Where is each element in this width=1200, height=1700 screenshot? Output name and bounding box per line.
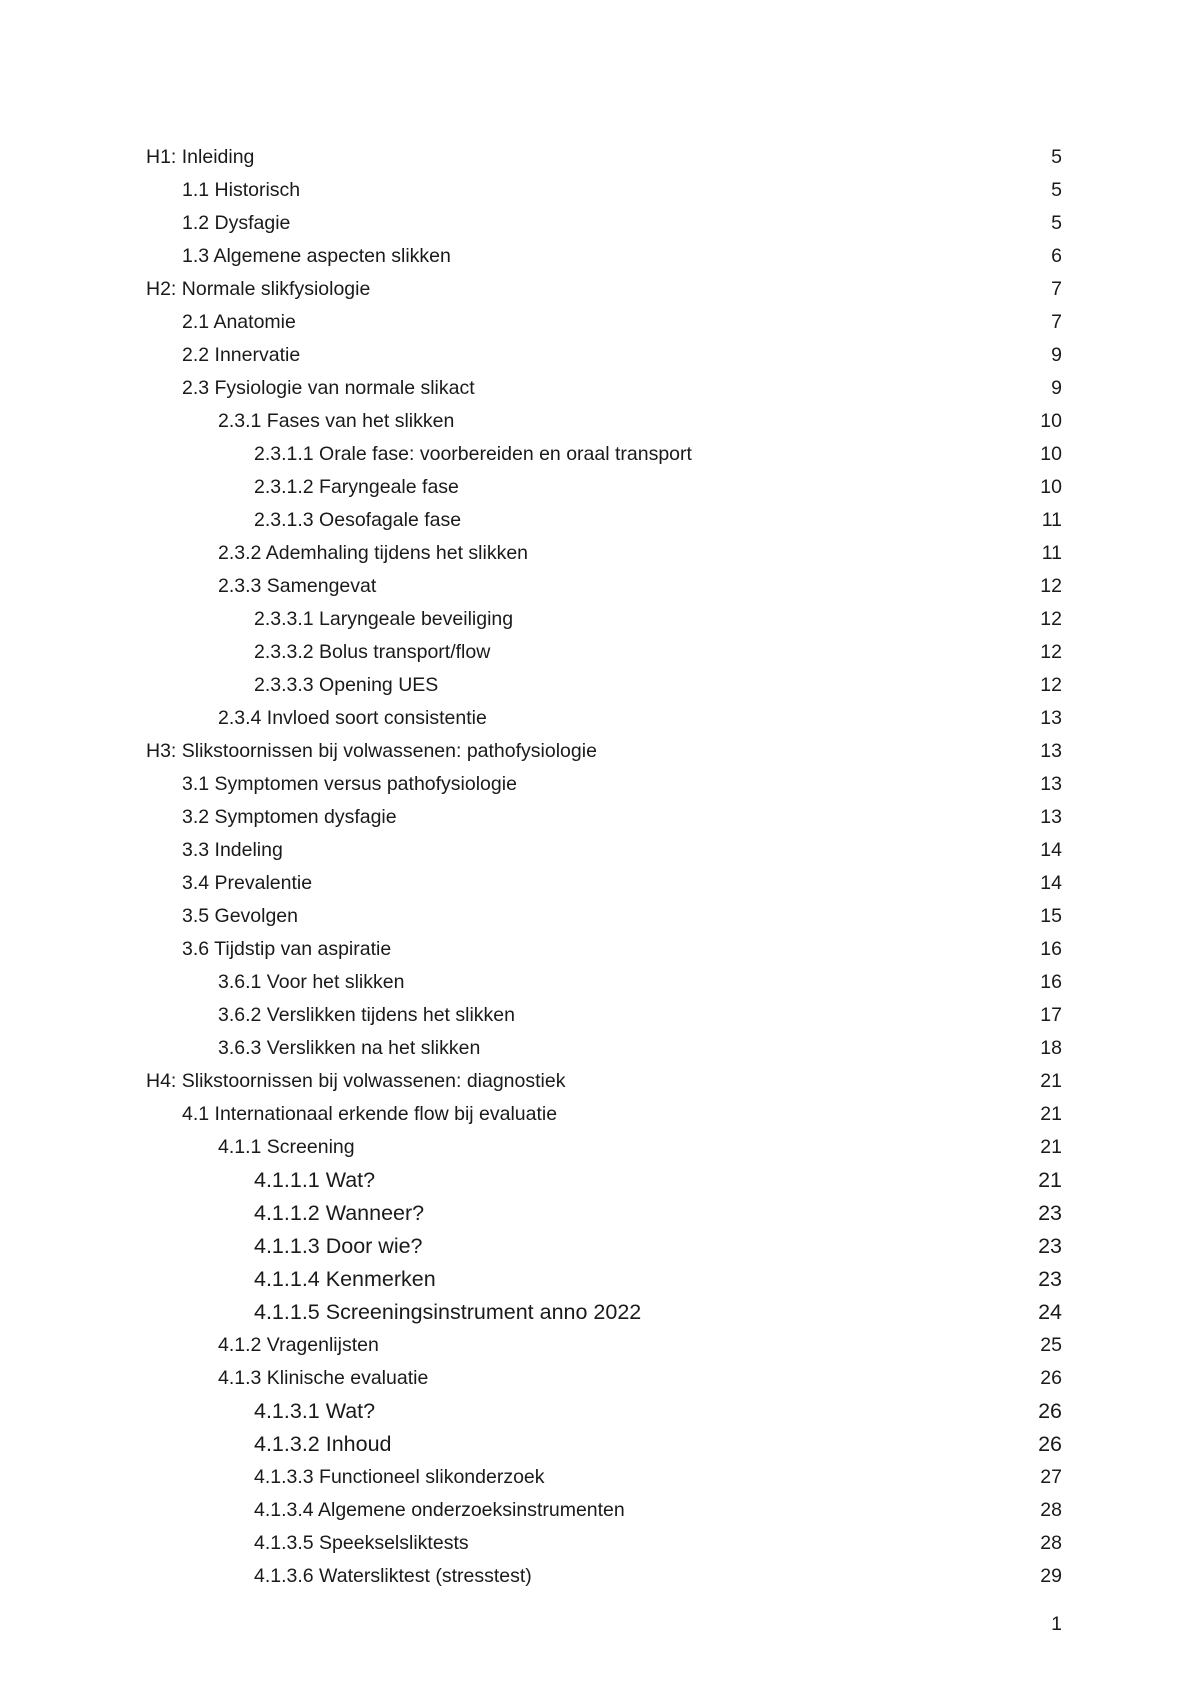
toc-entry[interactable]: [146, 735, 1062, 768]
toc-entry-label[interactable]: 4.1.3.5 Speekselsliktests: [254, 1532, 469, 1554]
toc-entry[interactable]: [146, 669, 1062, 702]
toc-entry-page: 26: [1038, 1399, 1062, 1423]
toc-entry[interactable]: [146, 1560, 1062, 1593]
toc-entry-label[interactable]: H4: Slikstoornissen bij volwassenen: diagnostiek: [146, 1070, 566, 1092]
toc-entry-label[interactable]: H2: Normale slikfysiologie: [146, 278, 371, 300]
toc-entry-page: 28: [1040, 1532, 1062, 1554]
toc-entry[interactable]: [146, 1230, 1062, 1263]
toc-entry-label[interactable]: 4.1.3.2 Inhoud: [254, 1432, 392, 1456]
toc-entry-page: 26: [1038, 1432, 1062, 1456]
toc-entry[interactable]: [146, 768, 1062, 801]
toc-entry-page: 9: [1051, 344, 1062, 366]
toc-entry[interactable]: [146, 603, 1062, 636]
toc-entry[interactable]: [146, 273, 1062, 306]
toc-entry[interactable]: [146, 900, 1062, 933]
toc-entry[interactable]: [146, 306, 1062, 339]
toc-entry[interactable]: [146, 636, 1062, 669]
toc-entry-label[interactable]: 3.6 Tijdstip van aspiratie: [182, 938, 392, 960]
toc-entry[interactable]: [146, 1263, 1062, 1296]
toc-entry-page: 27: [1040, 1466, 1062, 1488]
toc-entry[interactable]: [146, 174, 1062, 207]
toc-entry-label[interactable]: 4.1 Internationaal erkende flow bij evaluatie: [182, 1103, 558, 1125]
toc-entry[interactable]: [146, 1131, 1062, 1164]
toc-entry-label[interactable]: 4.1.1.5 Screeningsinstrument anno 2022: [254, 1300, 642, 1324]
toc-entry-page: 23: [1038, 1267, 1062, 1291]
toc-entry-label[interactable]: 3.5 Gevolgen: [182, 905, 299, 927]
toc-entry[interactable]: [146, 1197, 1062, 1230]
toc-entry-label[interactable]: 4.1.3.4 Algemene onderzoeksinstrumenten: [254, 1499, 625, 1521]
toc-entry-page: 15: [1040, 905, 1062, 927]
toc-entry[interactable]: [146, 834, 1062, 867]
toc-entry-label[interactable]: 2.3.1 Fases van het slikken: [218, 410, 455, 432]
toc-entry[interactable]: [146, 1065, 1062, 1098]
toc-entry-page: 14: [1040, 872, 1062, 894]
toc-entry-page: 12: [1040, 674, 1062, 696]
toc-entry-label[interactable]: 2.3.1.2 Faryngeale fase: [254, 476, 459, 498]
toc-entry-label[interactable]: 4.1.3.3 Functioneel slikonderzoek: [254, 1466, 545, 1488]
table-of-contents: [146, 141, 1062, 1593]
toc-entry-page: 13: [1040, 773, 1062, 795]
toc-entry-page: 6: [1051, 245, 1062, 267]
toc-entry-label[interactable]: 4.1.1.4 Kenmerken: [254, 1267, 436, 1291]
toc-entry[interactable]: [146, 1428, 1062, 1461]
toc-entry-page: 11: [1041, 542, 1062, 564]
toc-entry[interactable]: [146, 1296, 1062, 1329]
toc-entry-label[interactable]: 2.3.1.1 Orale fase: voorbereiden en oraal transport: [254, 443, 692, 465]
toc-entry-label[interactable]: 3.3 Indeling: [182, 839, 283, 861]
toc-entry-label[interactable]: 2.3.4 Invloed soort consistentie: [218, 707, 487, 729]
toc-entry-page: 16: [1040, 938, 1062, 960]
toc-entry-label[interactable]: 2.3 Fysiologie van normale slikact: [182, 377, 475, 399]
toc-entry-page: 18: [1040, 1037, 1062, 1059]
toc-entry-page: 7: [1051, 311, 1062, 333]
toc-entry-page: 14: [1040, 839, 1062, 861]
toc-entry-label[interactable]: 4.1.3 Klinische evaluatie: [218, 1367, 429, 1389]
toc-entry-label[interactable]: 2.3.3.3 Opening UES: [254, 674, 439, 696]
toc-entry-label[interactable]: 4.1.2 Vragenlijsten: [218, 1334, 379, 1356]
toc-entry-page: 25: [1040, 1334, 1062, 1356]
toc-entry-page: 10: [1040, 443, 1062, 465]
toc-entry[interactable]: [146, 438, 1062, 471]
toc-entry-label[interactable]: 4.1.1.2 Wanneer?: [254, 1201, 425, 1225]
toc-entry[interactable]: [146, 537, 1062, 570]
toc-entry[interactable]: [146, 1395, 1062, 1428]
toc-entry-label[interactable]: 4.1.1 Screening: [218, 1136, 355, 1158]
toc-entry[interactable]: [146, 372, 1062, 405]
toc-entry-label[interactable]: 3.6.2 Verslikken tijdens het slikken: [218, 1004, 515, 1026]
toc-entry-page: 9: [1051, 377, 1062, 399]
toc-entry[interactable]: [146, 1461, 1062, 1494]
toc-entry-page: 10: [1040, 410, 1062, 432]
toc-entry[interactable]: [146, 570, 1062, 603]
toc-entry-label[interactable]: 2.1 Anatomie: [182, 311, 296, 333]
toc-entry-page: 7: [1051, 278, 1062, 300]
toc-entry-label[interactable]: 4.1.3.6 Watersliktest (stresstest): [254, 1565, 532, 1587]
toc-entry-page: 16: [1040, 971, 1062, 993]
toc-entry[interactable]: [146, 867, 1062, 900]
toc-entry[interactable]: [146, 1329, 1062, 1362]
toc-entry-label[interactable]: 2.3.3.2 Bolus transport/flow: [254, 641, 491, 663]
toc-entry-page: 26: [1040, 1367, 1062, 1389]
toc-entry[interactable]: [146, 1527, 1062, 1560]
toc-entry[interactable]: [146, 933, 1062, 966]
toc-entry[interactable]: [146, 339, 1062, 372]
toc-entry-page: 13: [1040, 707, 1062, 729]
toc-entry-label[interactable]: H1: Inleiding: [146, 146, 255, 168]
toc-entry-page: 10: [1040, 476, 1062, 498]
page-number: 1: [1051, 1613, 1062, 1635]
toc-entry-label[interactable]: 2.3.1.3 Oesofagale fase: [254, 509, 462, 531]
toc-entry-page: 17: [1040, 1004, 1062, 1026]
toc-entry-page: 12: [1040, 575, 1062, 597]
toc-entry-label[interactable]: 3.4 Prevalentie: [182, 872, 313, 894]
toc-entry[interactable]: [146, 801, 1062, 834]
toc-entry-page: 11: [1041, 509, 1062, 531]
toc-entry-page: 12: [1040, 608, 1062, 630]
toc-entry-label[interactable]: 2.3.3.1 Laryngeale beveiliging: [254, 608, 514, 630]
toc-entry-label[interactable]: 1.3 Algemene aspecten slikken: [182, 245, 451, 267]
toc-entry-page: 5: [1051, 179, 1062, 201]
toc-entry-label[interactable]: 1.2 Dysfagie: [182, 212, 291, 234]
toc-entry-label[interactable]: 3.1 Symptomen versus pathofysiologie: [182, 773, 517, 795]
toc-entry[interactable]: [146, 999, 1062, 1032]
toc-entry[interactable]: [146, 966, 1062, 999]
toc-entry[interactable]: [146, 240, 1062, 273]
toc-entry-page: 5: [1051, 146, 1062, 168]
toc-entry-page: 13: [1040, 740, 1062, 762]
toc-entry-page: 24: [1038, 1300, 1062, 1324]
toc-entry[interactable]: [146, 702, 1062, 735]
toc-entry-page: 28: [1040, 1499, 1062, 1521]
toc-entry-page: 5: [1051, 212, 1062, 234]
toc-entry-page: 21: [1040, 1103, 1062, 1125]
toc-entry[interactable]: [146, 471, 1062, 504]
toc-entry-label[interactable]: 3.6.1 Voor het slikken: [218, 971, 405, 993]
toc-entry-page: 21: [1040, 1136, 1062, 1158]
toc-entry-label[interactable]: 4.1.1.3 Door wie?: [254, 1234, 423, 1258]
toc-entry-label[interactable]: H3: Slikstoornissen bij volwassenen: pathofysiologie: [146, 740, 597, 762]
toc-entry-label[interactable]: 2.2 Innervatie: [182, 344, 301, 366]
toc-entry[interactable]: [146, 1164, 1062, 1197]
toc-entry-page: 21: [1040, 1070, 1062, 1092]
toc-entry[interactable]: [146, 207, 1062, 240]
toc-entry[interactable]: [146, 504, 1062, 537]
toc-entry-label[interactable]: 3.2 Symptomen dysfagie: [182, 806, 397, 828]
toc-entry-label[interactable]: 4.1.1.1 Wat?: [254, 1168, 376, 1192]
toc-entry[interactable]: [146, 141, 1062, 174]
toc-entry-label[interactable]: 3.6.3 Verslikken na het slikken: [218, 1037, 481, 1059]
toc-entry-page: 21: [1038, 1168, 1062, 1192]
toc-entry-label[interactable]: 1.1 Historisch: [182, 179, 301, 201]
toc-entry-label[interactable]: 4.1.3.1 Wat?: [254, 1399, 376, 1423]
toc-entry[interactable]: [146, 405, 1062, 438]
toc-entry-page: 23: [1038, 1201, 1062, 1225]
toc-entry-page: 23: [1038, 1234, 1062, 1258]
toc-entry-label[interactable]: 2.3.3 Samengevat: [218, 575, 377, 597]
toc-entry-page: 13: [1040, 806, 1062, 828]
toc-entry[interactable]: [146, 1362, 1062, 1395]
toc-entry-label[interactable]: 2.3.2 Ademhaling tijdens het slikken: [218, 542, 529, 564]
toc-entry-page: 12: [1040, 641, 1062, 663]
toc-entry[interactable]: [146, 1494, 1062, 1527]
toc-entry[interactable]: [146, 1098, 1062, 1131]
toc-entry[interactable]: [146, 1032, 1062, 1065]
toc-entry-page: 29: [1040, 1565, 1062, 1587]
